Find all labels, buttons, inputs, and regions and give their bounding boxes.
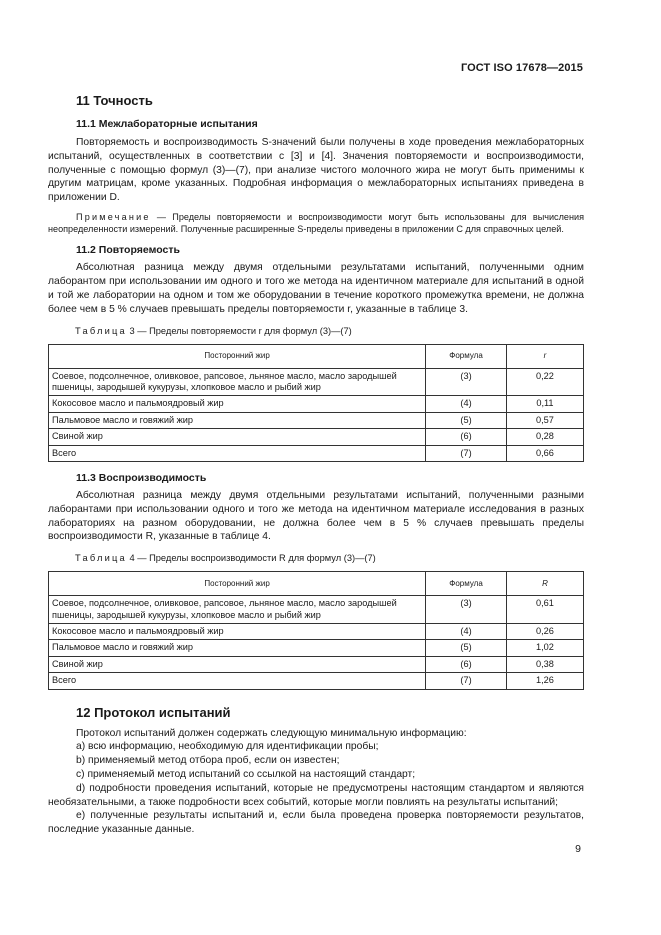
page-number: 9 xyxy=(575,843,581,855)
table-cell: 0,38 xyxy=(506,656,583,672)
list-item: а) всю информацию, необходимую для идентификации пробы; xyxy=(76,741,379,753)
list-item: b) применяемый метод отбора проб, если он известен; xyxy=(76,755,340,767)
table-cell: 0,11 xyxy=(506,396,583,412)
table-4-caption xyxy=(47,552,584,565)
table-4-caption-text: 4 — Пределы воспроизводимости R для формул (3)—(7) xyxy=(126,553,376,564)
table-row xyxy=(49,368,584,396)
table-3-label: Таблица xyxy=(75,325,127,336)
table-cell: (7) xyxy=(426,445,507,461)
table-cell: 1,02 xyxy=(506,640,583,656)
column-header: Формула xyxy=(426,344,507,368)
table-row xyxy=(49,596,584,624)
list-item: d) подробности проведения испытаний, которые не предусмотрены настоящим стандартом и являются необязательными, а также подробности всех событий, которые могли повлиять на результаты испытаний; xyxy=(48,782,584,808)
page-content xyxy=(48,92,584,837)
section-11-3-text: Абсолютная разница между двумя отдельными результатами испытаний, полученными разными лаборантами при использовании одного и того же метода на идентичном материале исследования в разных лабораториях на разном оборудовании, не должна более чем в 5 % случаев превышать пределы воспроизводимости R, указанные в таблице 4. xyxy=(48,490,584,543)
list-item: е) полученные результаты испытаний и, если была проведена проверка повторяемости результатов, последние указанные данные. xyxy=(48,810,584,836)
table-header-row xyxy=(49,572,584,596)
table-cell: (7) xyxy=(426,673,507,689)
table-cell: 0,28 xyxy=(506,429,583,445)
list-item: с) применяемый метод испытаний со ссылкой на настоящий стандарт; xyxy=(76,769,416,781)
column-header: Посторонний жир xyxy=(49,572,426,596)
table-row xyxy=(49,445,584,461)
section-11-1-title: 11.1 Межлабораторные испытания xyxy=(76,118,258,130)
table-cell: 0,22 xyxy=(506,368,583,396)
note-text: — Пределы повторяемости и воспроизводимости могут быть использованы для вычисления неопределенности измерений. Полученные расширенные S-пределы приведены в приложении С для справочных целей. xyxy=(48,211,584,235)
table-cell: Свиной жир xyxy=(49,429,426,445)
table-cell: Соевое, подсолнечное, оливковое, рапсовое, льняное масло, масло зародышей пшеницы, зародышей кукурузы, хлопковое масло и рыбий жир xyxy=(49,368,426,396)
table-cell: Соевое, подсолнечное, оливковое, рапсовое, льняное масло, масло зародышей пшеницы, зародышей кукурузы, хлопковое масло и рыбий жир xyxy=(49,596,426,624)
table-cell: Кокосовое масло и пальмоядровый жир xyxy=(49,396,426,412)
table-cell: (3) xyxy=(426,596,507,624)
table-cell: Кокосовое масло и пальмоядровый жир xyxy=(49,624,426,640)
table-cell: 0,61 xyxy=(506,596,583,624)
table-cell: 1,26 xyxy=(506,673,583,689)
table-cell: (5) xyxy=(426,412,507,428)
table-row xyxy=(49,656,584,672)
table-cell: 0,26 xyxy=(506,624,583,640)
table-cell: (4) xyxy=(426,396,507,412)
table-header-row xyxy=(49,344,584,368)
section-11-3-title: 11.3 Воспроизводимость xyxy=(76,472,207,485)
note-label: Примечание xyxy=(76,211,151,222)
section-11-2-title: 11.2 Повторяемость xyxy=(76,244,180,257)
table-cell: Свиной жир xyxy=(49,656,426,672)
table-row xyxy=(49,673,584,689)
table-cell: Пальмовое масло и говяжий жир xyxy=(49,412,426,428)
column-header: Формула xyxy=(426,572,507,596)
table-row xyxy=(49,624,584,640)
table-cell: 0,57 xyxy=(506,412,583,428)
table-row xyxy=(49,640,584,656)
table-3-caption-text: 3 — Пределы повторяемости r для формул (3)—(7) xyxy=(126,325,352,336)
section-11-title: 11 Точность xyxy=(76,93,153,108)
table-cell: Пальмовое масло и говяжий жир xyxy=(49,640,426,656)
column-header: Посторонний жир xyxy=(49,344,426,368)
table-3 xyxy=(48,344,584,462)
table-row xyxy=(49,412,584,428)
section-12-title: 12 Протокол испытаний xyxy=(76,704,231,720)
section-11-2-text: Абсолютная разница между двумя отдельными результатами испытаний, полученными одним лаборантом при использовании им одного и того же метода на идентичном материале для испытаний в одной и той же лаборатории на одном и том же оборудовании в течение короткого промежутка времени, не должна более чем в 5 % случаев превышать пределы повторяемости r, указанные в таблице 3. xyxy=(48,262,584,315)
table-4 xyxy=(48,571,584,689)
table-cell: Всего xyxy=(49,445,426,461)
section-11-1-text: Повторяемость и воспроизводимость S-значений были получены в ходе проведения межлабораторных испытаний, осуществленных в соответствии с [3] и [4]. Значения повторяемости и воспроизводимости, полученные с помощью формул (3)—(7), при анализе чистого молочного жира не могут быть применимы к другим матрицам, кроме указанных. Подробная информация о межлабораторных испытаниях приведена в приложении D. xyxy=(48,137,584,204)
table-row xyxy=(49,429,584,445)
table-cell: Всего xyxy=(49,673,426,689)
table-4-label: Таблица xyxy=(75,553,127,564)
column-header: R xyxy=(506,572,583,596)
table-cell: 0,66 xyxy=(506,445,583,461)
table-cell: (6) xyxy=(426,656,507,672)
section-12-intro: Протокол испытаний должен содержать следующую минимальную информацию: xyxy=(76,727,467,739)
table-cell: (4) xyxy=(426,624,507,640)
table-row xyxy=(49,396,584,412)
note xyxy=(48,211,584,235)
standard-designation: ГОСТ ISO 17678—2015 xyxy=(460,62,583,74)
table-cell: (5) xyxy=(426,640,507,656)
table-cell: (3) xyxy=(426,368,507,396)
table-cell: (6) xyxy=(426,429,507,445)
column-header: r xyxy=(506,344,583,368)
table-3-caption xyxy=(47,325,584,338)
